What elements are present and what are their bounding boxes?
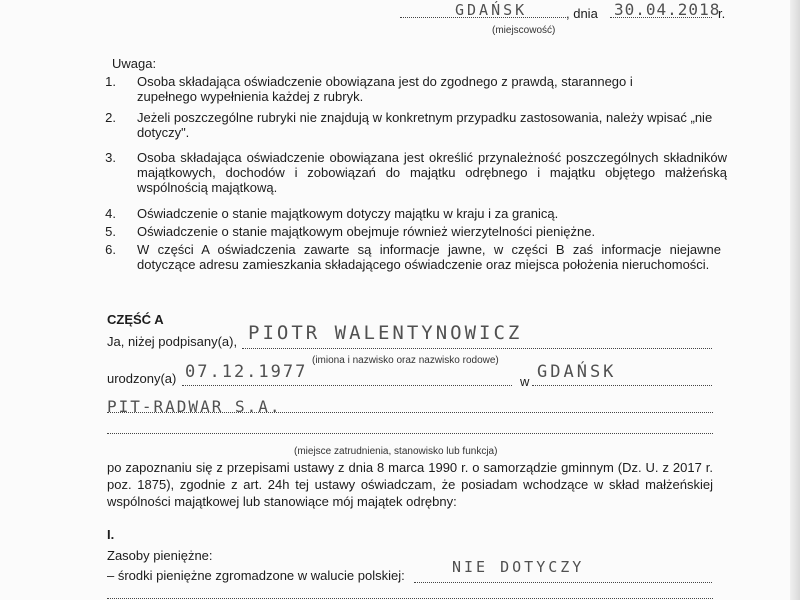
note-number: 2.: [105, 110, 116, 125]
page-edge: [790, 0, 800, 600]
section-1-subheading: Zasoby pieniężne:: [107, 548, 213, 563]
notes-title: Uwaga:: [112, 56, 157, 71]
date-value: 30.04.2018: [614, 0, 721, 19]
cash-pln-underline: [414, 582, 712, 583]
signed-underline: [242, 348, 712, 349]
born-value: 07.12.1977: [185, 362, 308, 382]
date-suffix: r.: [718, 6, 726, 21]
note-item: W części A oświadczenia zawarte są informacje jawne, w części B zaś informacje niejawne dotyczące adresu zamieszkania składającego oświadczenie oraz miejsca położenia nieruchomości.: [137, 242, 721, 272]
note-item: Osoba składająca oświadczenie obowiązana jest określić przynależność poszczególnych składników majątkowych, dochodów i zobowiązań do majątku odrębnego i majątku objętego małżeńską wspólnością majątkową.: [137, 150, 727, 195]
employer-value: PIT-RADWAR S.A.: [107, 397, 282, 416]
birthplace-value: GDAŃSK: [537, 362, 617, 382]
date-underline: [610, 17, 712, 18]
note-item: Oświadczenie o stanie majątkowym obejmuje również wierzytelności pieniężne.: [137, 224, 596, 239]
note-number: 3.: [105, 150, 116, 165]
birthplace-underline: [532, 385, 712, 386]
note-number: 1.: [105, 74, 116, 89]
born-underline: [182, 385, 512, 386]
cash-pln-label: – środki pieniężne zgromadzone w walucie polskiej:: [107, 568, 405, 583]
signed-label: Ja, niżej podpisany(a),: [107, 334, 238, 349]
employer-underline-2: [107, 433, 713, 434]
cash-pln-underline-2: [107, 598, 713, 599]
part-a-heading: CZĘŚĆ A: [107, 312, 164, 327]
date-prefix: , dnia: [566, 6, 598, 21]
declaration-text: po zapoznaniu się z przepisami ustawy z dnia 8 marca 1990 r. o samorządzie gminnym (Dz. U. z 2017 r. poz. 1875), zgodnie z art. 24h tej ustawy oświadczam, że posiadam wchodzące w skład małżeńskiej wspólności majątkowej lub stanowiące mój majątek odrębny:: [107, 460, 713, 509]
names-caption: (imiona i nazwisko oraz nazwisko rodowe): [312, 355, 499, 366]
note-number: 6.: [105, 242, 116, 257]
note-number: 4.: [105, 206, 116, 221]
note-number: 5.: [105, 224, 116, 239]
place-underline: [400, 17, 566, 18]
signed-value: PIOTR WALENTYNOWICZ: [248, 322, 523, 344]
note-item: Jeżeli poszczególne rubryki nie znajdują w konkretnym przypadku zastosowania, należy wpisać „nie dotyczy".: [137, 110, 713, 140]
place-value: GDAŃSK: [455, 1, 528, 19]
note-item: Osoba składająca oświadczenie obowiązana jest do zgodnego z prawdą, starannego i zupełnego wypełnienia każdej z rubryk.: [137, 74, 633, 104]
section-1-heading: I.: [107, 527, 115, 542]
note-item: Oświadczenie o stanie majątkowym dotyczy majątku w kraju i za granicą.: [137, 206, 559, 221]
born-label: urodzony(a): [107, 371, 177, 386]
employer-underline: [107, 412, 713, 413]
employer-caption: (miejsce zatrudnienia, stanowisko lub funkcja): [294, 446, 498, 457]
cash-pln-value: NIE DOTYCZY: [452, 558, 585, 576]
place-caption: (miejscowość): [492, 25, 556, 36]
in-label: w: [520, 374, 530, 389]
